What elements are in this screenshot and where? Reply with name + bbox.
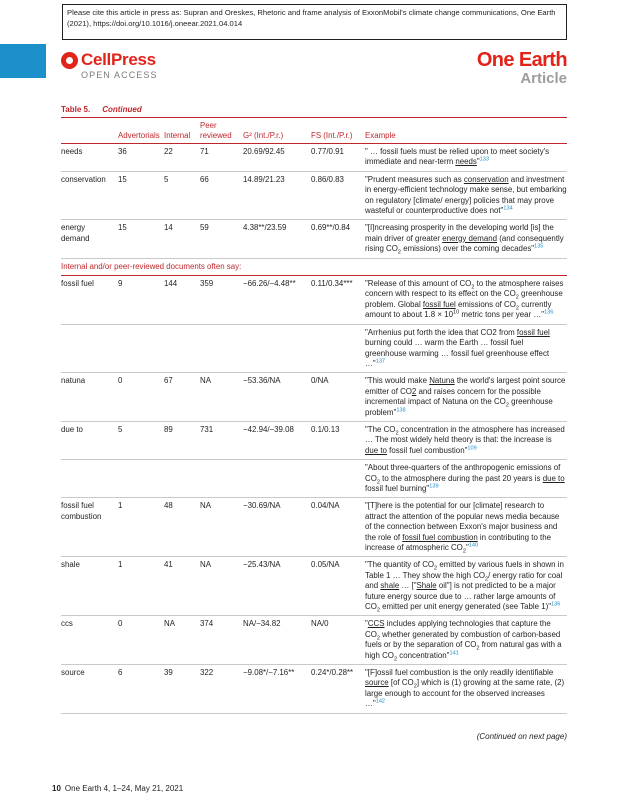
- footer-citation: One Earth 4, 1–24, May 21, 2021: [64, 784, 184, 793]
- cell-peer-reviewed: 71: [198, 144, 241, 172]
- cell-fs: [309, 460, 363, 498]
- example-text: fossil fuel burning": [365, 483, 430, 493]
- example-text: from natural gas with a high CO: [365, 640, 562, 660]
- table-row: [61, 616, 567, 665]
- cell-internal: [162, 460, 198, 498]
- cell-g2: −9.08*/−7.16**: [241, 665, 309, 714]
- table-row: [61, 171, 567, 220]
- cell-advertorials: 15: [116, 220, 162, 258]
- cell-peer-reviewed: 322: [198, 665, 241, 714]
- cell-example: [363, 324, 567, 373]
- highlighted-term: source: [365, 678, 389, 688]
- example-text: and raises concern for the possible incremental impact of: [365, 386, 541, 407]
- subscript: 2: [515, 305, 520, 312]
- subscript: 2: [476, 645, 480, 652]
- example-text: "This would make: [365, 376, 430, 386]
- header-term: [61, 118, 116, 144]
- example-text: to the atmosphere during the past 20 years is: [379, 473, 543, 483]
- example-text: "[I]ncreasing prosperity in the developing world [is] the main driver of greater: [365, 223, 554, 243]
- open-access-label: OPEN ACCESS: [81, 70, 158, 80]
- subscript: 2: [376, 479, 380, 486]
- cell-g2: −66.26/−4.48**: [241, 276, 309, 325]
- header-internal: Internal: [162, 118, 198, 144]
- header-example: Example: [363, 118, 567, 144]
- header-fs: FS (Int./P.r.): [309, 118, 363, 144]
- table-row: [61, 373, 567, 422]
- cell-advertorials: 1: [116, 498, 162, 557]
- cell-peer-reviewed: 731: [198, 421, 241, 459]
- table-row: [61, 276, 567, 325]
- highlighted-term: needs: [455, 157, 477, 167]
- cell-g2: −53.36/NA: [241, 373, 309, 422]
- example-text: Natuna: [442, 397, 468, 407]
- section-heading-row: [61, 258, 567, 275]
- example-text: concentration": [397, 650, 450, 660]
- reference-number[interactable]: 109: [467, 445, 477, 452]
- example-text: / energy ratio for coal and: [365, 570, 563, 591]
- subscript: 2: [485, 576, 489, 583]
- cell-internal: 39: [162, 665, 198, 714]
- table-title: [61, 105, 567, 118]
- example-text: and investment in energy-efficient technology make sense, but embarking on regulatory [climate/ energy] policies that may prove wasteful or counterproductive does not": [365, 174, 567, 216]
- cell-internal: 144: [162, 276, 198, 325]
- cell-fs: 0.04/NA: [309, 498, 363, 557]
- example-text: "[T]here is the potential for our [climate] research to attract the attention of the popular news media because of the connection between Exxon's major business and the role of: [365, 501, 560, 542]
- table-label: Table 5.: [61, 105, 91, 114]
- example-text: metric tons per year …": [459, 310, 545, 320]
- subscript: 2: [395, 430, 399, 437]
- table-continued-label: Continued: [102, 105, 142, 114]
- publisher-logo[interactable]: [61, 51, 158, 80]
- header-g2: G² (Int./P.r.): [241, 118, 309, 144]
- cell-g2: −30.69/NA: [241, 498, 309, 557]
- highlighted-term: conservation: [463, 174, 509, 184]
- cell-fs: 0.11/0.34***: [309, 276, 363, 325]
- cell-g2: [241, 460, 309, 498]
- subscript: 2: [515, 295, 519, 302]
- cell-advertorials: 1: [116, 557, 162, 616]
- example-text: [of CO: [388, 678, 414, 688]
- cell-example: [363, 665, 567, 714]
- cell-g2: 14.89/21.23: [241, 171, 309, 220]
- header-peer-reviewed: Peer reviewed: [198, 118, 241, 144]
- cell-fs: 0.05/NA: [309, 557, 363, 616]
- page-number: 10: [52, 784, 61, 793]
- table-row: [61, 220, 567, 258]
- header-advertorials: Advertorials: [116, 118, 162, 144]
- example-text: includes applying technologies that capture the CO: [365, 619, 551, 639]
- example-text: emissions) over the coming decades": [401, 244, 535, 254]
- reference-number[interactable]: 134: [503, 205, 513, 212]
- reference-number[interactable]: 133: [479, 156, 489, 163]
- cell-term: source: [61, 665, 116, 714]
- subscript: 2: [505, 402, 509, 409]
- cell-term: conservation: [61, 171, 116, 220]
- cell-internal: [162, 324, 198, 373]
- example-text: on the CO: [467, 397, 506, 407]
- cell-example: [363, 220, 567, 258]
- cell-peer-reviewed: NA: [198, 498, 241, 557]
- cell-internal: 41: [162, 557, 198, 616]
- example-text: whether generated by combustion of carbon-based fuels or by the separation of CO: [365, 629, 561, 650]
- cell-fs: [309, 324, 363, 373]
- cell-fs: 0.69**/0.84: [309, 220, 363, 258]
- cell-peer-reviewed: 359: [198, 276, 241, 325]
- example-text: greenhouse problem": [365, 397, 553, 417]
- superscript: 10: [452, 309, 460, 316]
- table-row: [61, 460, 567, 498]
- example-text: to the atmosphere raises concern with respect to its effect on the CO: [365, 279, 564, 299]
- cell-fs: NA/0: [309, 616, 363, 665]
- cellpress-logo-icon: [61, 52, 78, 69]
- subscript: 2: [462, 548, 466, 555]
- cell-example: [363, 276, 567, 325]
- cell-peer-reviewed: NA: [198, 373, 241, 422]
- table-row: [61, 421, 567, 459]
- highlighted-term: due to: [542, 473, 565, 483]
- cell-g2: [241, 324, 309, 373]
- example-text: the world's largest point source emitter of CO: [365, 376, 566, 396]
- cell-peer-reviewed: 374: [198, 616, 241, 665]
- subscript: 2: [397, 249, 402, 256]
- highlighted-term: shale: [380, 581, 400, 591]
- example-text: emissions of CO: [455, 299, 516, 309]
- example-text: … [": [399, 581, 417, 591]
- journal-header: [477, 49, 567, 87]
- journal-name: One Earth: [476, 49, 567, 71]
- example-text: "Arrhenius put forth the idea that CO2 from: [365, 327, 517, 337]
- highlighted-term: CCS: [367, 619, 385, 629]
- example-text: concentration in the atmosphere has increased … The most widely held theory is that: the increase is: [365, 424, 565, 445]
- example-text: greenhouse problem. Global: [365, 289, 563, 309]
- cell-advertorials: [116, 460, 162, 498]
- subscript: 2: [376, 635, 380, 642]
- cell-peer-reviewed: [198, 324, 241, 373]
- highlighted-term: fossil fuel: [422, 299, 456, 309]
- subscript: 2: [471, 284, 475, 291]
- cell-fs: 0.86/0.83: [309, 171, 363, 220]
- reference-number[interactable]: 136: [551, 601, 561, 608]
- reference-number[interactable]: 136: [544, 309, 554, 316]
- table-5: [61, 105, 567, 714]
- cell-example: [363, 421, 567, 459]
- reference-number[interactable]: 135: [534, 243, 544, 250]
- cell-example: [363, 557, 567, 616]
- cell-advertorials: 36: [116, 144, 162, 172]
- cell-advertorials: 15: [116, 171, 162, 220]
- cell-term: fossil fuel: [61, 276, 116, 325]
- cell-example: [363, 171, 567, 220]
- reference-number[interactable]: 140: [468, 542, 479, 549]
- cell-term: energy demand: [61, 220, 116, 258]
- example-text: in contributing to the increase of atmospheric CO: [365, 532, 551, 552]
- continued-note: (Continued on next page): [476, 732, 567, 741]
- cell-term: ccs: [61, 616, 116, 665]
- highlighted-term: energy demand: [442, 233, 498, 243]
- example-text: oil"] is not predicted to be a major future energy source due to … rather large amounts of CO: [365, 581, 556, 612]
- cell-example: [363, 460, 567, 498]
- table-row: [61, 324, 567, 373]
- cell-term: [61, 460, 116, 498]
- example-text: ] which is (1) growing at the same rate, (2) large enough to account for the observed increases …": [365, 678, 565, 709]
- cell-internal: 67: [162, 373, 198, 422]
- cell-internal: 5: [162, 171, 198, 220]
- subscript: 2: [376, 607, 380, 614]
- cell-g2: −42.94/−39.08: [241, 421, 309, 459]
- highlighted-term: due to: [365, 445, 387, 455]
- reference-number[interactable]: 138: [396, 406, 406, 413]
- cell-internal: 48: [162, 498, 198, 557]
- cell-advertorials: 9: [116, 276, 162, 325]
- reference-number[interactable]: 142: [375, 698, 386, 705]
- table-row: [61, 498, 567, 557]
- cell-advertorials: 5: [116, 421, 162, 459]
- cell-example: [363, 144, 567, 172]
- highlighted-term: Shale: [416, 581, 437, 591]
- cell-internal: NA: [162, 616, 198, 665]
- example-text: emitted per unit energy generated (see Table 1)": [379, 602, 552, 612]
- example-text: "[F]ossil fuel combustion is the only readily identifiable: [365, 668, 554, 678]
- cell-g2: −25.43/NA: [241, 557, 309, 616]
- cell-peer-reviewed: [198, 460, 241, 498]
- cell-term: needs: [61, 144, 116, 172]
- cell-example: [363, 616, 567, 665]
- cell-peer-reviewed: NA: [198, 557, 241, 616]
- subscript: 2: [393, 656, 398, 663]
- example-text: ": [465, 543, 469, 552]
- cell-g2: 4.38**/23.59: [241, 220, 309, 258]
- citation-notice: Please cite this article in press as: Supran and Oreskes, Rhetoric and frame analysis of ExxonMobil's climate change communications, One Earth (2021), https://doi.org/10.1016/j.oneear.2021.04.014: [62, 4, 567, 40]
- table-row: [61, 144, 567, 172]
- cell-example: [363, 373, 567, 422]
- cell-fs: 0.24*/0.28**: [309, 665, 363, 714]
- term-frequency-table: [61, 118, 567, 714]
- example-text: fossil fuel combustion": [386, 445, 468, 455]
- cell-term: shale: [61, 557, 116, 616]
- highlighted-term: fossil fuel: [516, 327, 550, 337]
- example-text: ": [365, 619, 368, 629]
- example-text: burning could … warm the Earth … fossil fuel greenhouse warming … fossil fuel greenhouse effect …": [365, 338, 550, 368]
- cell-internal: 89: [162, 421, 198, 459]
- cell-fs: 0.1/0.13: [309, 421, 363, 459]
- example-text: "The quantity of CO: [365, 560, 435, 570]
- example-text: emitted by various fuels in shown in Table 1 … They show the high CO: [365, 560, 564, 580]
- example-text: ": [476, 157, 480, 167]
- example-text: "The CO: [365, 424, 396, 434]
- cell-advertorials: 0: [116, 373, 162, 422]
- reference-number[interactable]: 137: [375, 358, 386, 365]
- cell-fs: 0/NA: [309, 373, 363, 422]
- cell-advertorials: [116, 324, 162, 373]
- side-color-tab: [0, 44, 46, 78]
- example-text: "Release of this amount of CO: [365, 279, 472, 289]
- cell-g2: NA/−34.82: [241, 616, 309, 665]
- cell-peer-reviewed: 59: [198, 220, 241, 258]
- cell-term: fossil fuel combustion: [61, 498, 116, 557]
- publisher-name: CellPress: [81, 50, 156, 69]
- table-row: [61, 665, 567, 714]
- cell-term: natuna: [61, 373, 116, 422]
- highlighted-term: 2: [411, 386, 417, 396]
- article-type: Article: [520, 70, 567, 87]
- reference-number[interactable]: 139: [429, 483, 439, 490]
- cell-advertorials: 6: [116, 665, 162, 714]
- example-text: currently amount to about 1.8 × 10: [365, 299, 552, 320]
- example-text: " … fossil fuels must be relied upon to meet society's immediate and near-term: [365, 147, 550, 167]
- cell-term: due to: [61, 421, 116, 459]
- table-row: [61, 557, 567, 616]
- example-text: (and consequently rising CO: [365, 233, 564, 254]
- highlighted-term: fossil fuel combustion: [402, 532, 478, 542]
- cell-example: [363, 498, 567, 557]
- cell-term: [61, 324, 116, 373]
- cell-g2: 20.69/92.45: [241, 144, 309, 172]
- reference-number[interactable]: 141: [449, 650, 459, 657]
- subscript: 2: [413, 684, 417, 691]
- cell-internal: 14: [162, 220, 198, 258]
- example-text: "About three-quarters of the anthropogenic emissions of CO: [365, 463, 561, 483]
- highlighted-term: Natuna: [429, 376, 455, 386]
- section-heading: Internal and/or peer-reviewed documents often say:: [61, 258, 567, 275]
- cell-peer-reviewed: 66: [198, 171, 241, 220]
- page-footer: [52, 784, 183, 793]
- cell-fs: 0.77/0.91: [309, 144, 363, 172]
- table-header-row: [61, 118, 567, 144]
- cell-advertorials: 0: [116, 616, 162, 665]
- cell-internal: 22: [162, 144, 198, 172]
- subscript: 2: [434, 565, 438, 572]
- example-text: "Prudent measures such as: [365, 174, 464, 184]
